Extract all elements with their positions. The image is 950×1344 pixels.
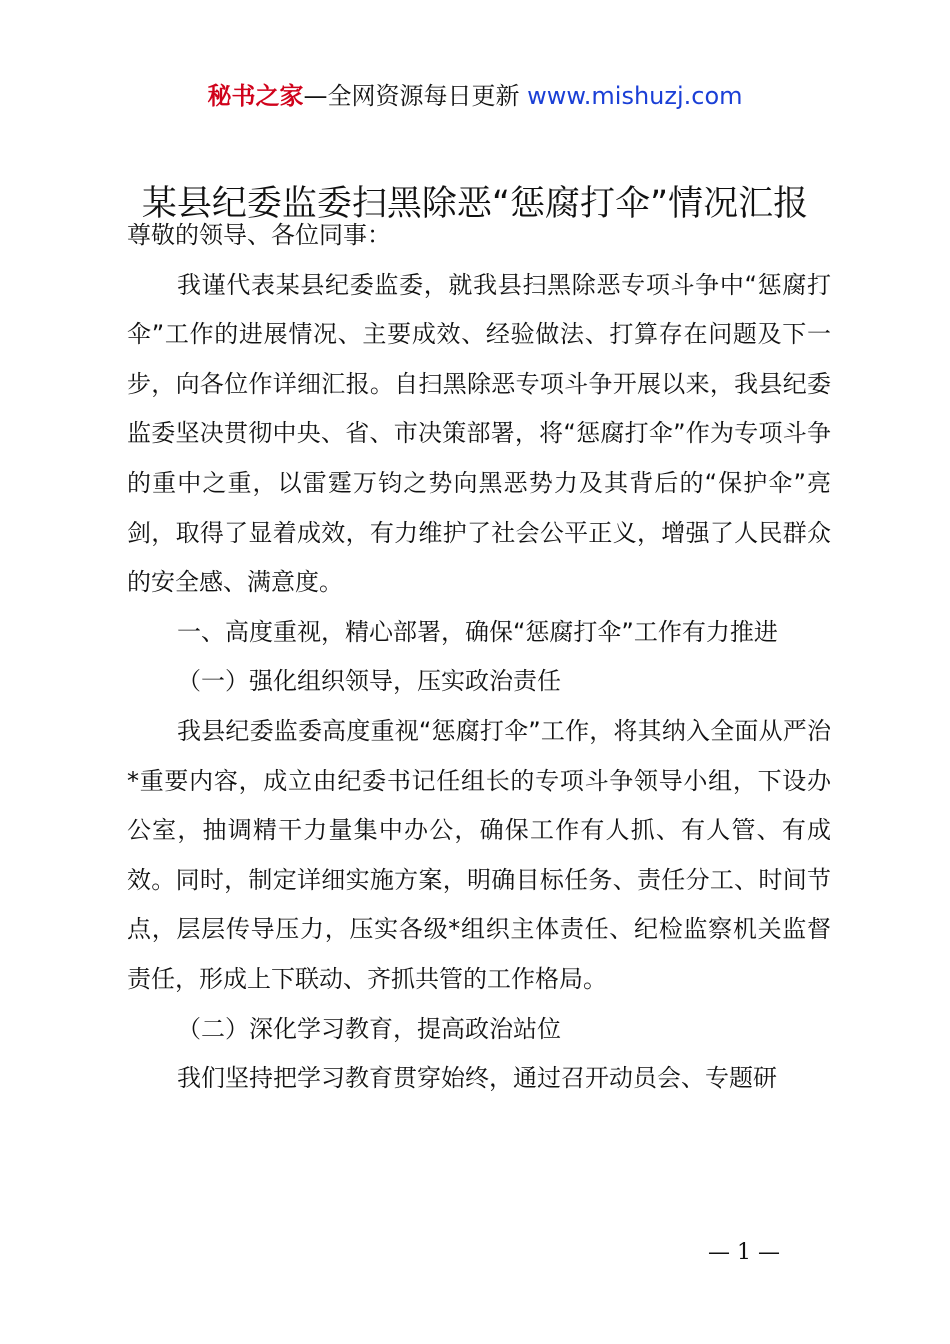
- document-title: 某县纪委监委扫黑除恶“惩腐打伞”情况汇报: [141, 184, 809, 224]
- site-header: [0, 80, 950, 112]
- salutation: 尊敬的领导、各位同事：: [127, 221, 391, 249]
- site-url-link[interactable]: www.mishuzj.com: [527, 82, 743, 110]
- subsection-2-heading: （二）深化学习教育，提高政治站位: [177, 1014, 561, 1043]
- document-body: [127, 211, 831, 1104]
- section-1-heading: 一、高度重视，精心部署，确保“惩腐打伞”工作有力推进: [177, 617, 778, 646]
- site-brand: 秘书之家: [207, 82, 304, 110]
- intro-paragraph: 我谨代表某县纪委监委，就我县扫黑除恶专项斗争中“惩腐打伞”工作的进展情况、主要成效、经验做法、打算存在问题及下一步，向各位作详细汇报。自扫黑除恶专项斗争开展以来，我县纪委监委坚决贯彻中央、省、市决策部署，将“惩腐打伞”作为专项斗争的重中之重，以雷霆万钧之势向黑恶势力及其背后的“保护伞”亮剑，取得了显着成效，有力维护了社会公平正义，增强了人民群众的安全感、满意度。: [127, 270, 831, 597]
- subsection-1-heading: （一）强化组织领导，压实政治责任: [177, 667, 561, 696]
- subsection-1-paragraph: 我县纪委监委高度重视“惩腐打伞”工作，将其纳入全面从严治*重要内容，成立由纪委书记任组长的专项斗争领导小组，下设办公室，抽调精干力量集中办公，确保工作有人抓、有人管、有成效。同时，制定详细实施方案，明确目标任务、责任分工、时间节点，层层传导压力，压实各级*组织主体责任、纪检监察机关监督责任，形成上下联动、齐抓共管的工作格局。: [127, 716, 831, 993]
- site-tagline: —全网资源每日更新: [303, 82, 520, 110]
- page-number: — 1 —: [708, 1240, 780, 1265]
- subsection-2-paragraph: 我们坚持把学习教育贯穿始终，通过召开动员会、专题研: [177, 1064, 777, 1093]
